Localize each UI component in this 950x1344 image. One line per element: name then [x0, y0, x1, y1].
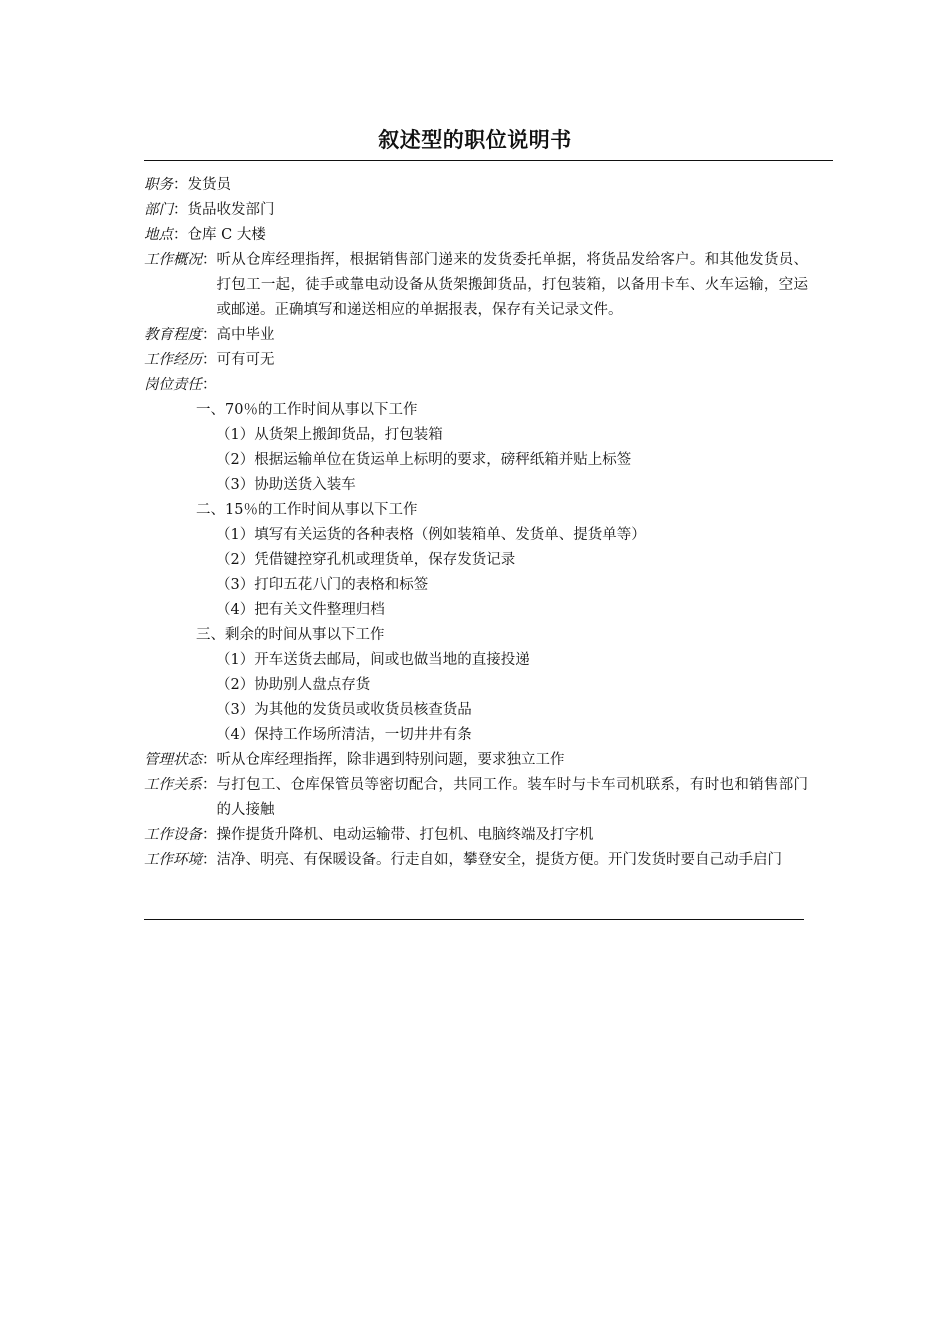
field-value: 发货员 — [187, 177, 231, 193]
field-label: 地点 — [144, 227, 173, 243]
field-value: 听从仓库经理指挥，根据销售部门递来的发货委托单据，将货品发给客户。和其他发货员、打包工一起，徒手或靠电动设备从货架搬卸货品，打包装箱，以备用卡车、火车运输，空运或邮递。正确填写和递送相应的单据报表，保存有关记录文件。 — [216, 252, 808, 318]
field-value: 操作提货升降机、电动运输带、打包机、电脑终端及打字机 — [216, 827, 594, 843]
field-department: 部门： 货品收发部门 — [144, 198, 808, 223]
field-label: 教育程度 — [144, 327, 202, 343]
duty-item: （1）开车送货去邮局，间或也做当地的直接投递 — [216, 652, 530, 668]
field-value: 高中毕业 — [216, 327, 275, 343]
field-label: 工作经历 — [144, 352, 202, 368]
field-label: 工作设备 — [144, 827, 202, 843]
field-location: 地点： 仓库 C 大楼 — [144, 223, 808, 248]
bottom-divider — [144, 919, 804, 920]
duty-item: （3）为其他的发货员或收货员核查货品 — [216, 702, 472, 718]
document-title: 叙述型的职位说明书 — [378, 128, 572, 152]
duty-item: （4）把有关文件整理归档 — [216, 602, 385, 618]
duty-section-heading: 一、70％的工作时间从事以下工作 — [196, 402, 418, 418]
duty-section — [144, 498, 808, 623]
field-duties: 岗位责任： — [144, 377, 217, 393]
field-experience: 工作经历： 可有可无 — [144, 348, 808, 373]
field-label: 岗位责任 — [144, 377, 202, 393]
duty-section-heading: 三、剩余的时间从事以下工作 — [196, 627, 385, 643]
field-value: 洁净、明亮、有保暖设备。行走自如，攀登安全，提货方便。开门发货时要自己动手启门 — [216, 852, 782, 868]
duty-item: （1）从货架上搬卸货品，打包装箱 — [216, 427, 443, 443]
duty-section — [144, 398, 808, 498]
field-relations: 工作关系： 与打包工、仓库保管员等密切配合，共同工作。装车时与卡车司机联系，有时也和销售部门的人接触 — [144, 773, 808, 823]
field-label: 工作环境 — [144, 852, 202, 868]
duty-item: （3）协助送货入装车 — [216, 477, 356, 493]
duty-section-heading: 二、15％的工作时间从事以下工作 — [196, 502, 418, 518]
field-environment: 工作环境： 洁净、明亮、有保暖设备。行走自如，攀登安全，提货方便。开门发货时要自己动手启门 — [144, 848, 808, 873]
duty-item: （1）填写有关运货的各种表格（例如装箱单、发货单、提货单等） — [216, 527, 646, 543]
field-position: 职务： 发货员 — [144, 173, 808, 198]
field-value: 与打包工、仓库保管员等密切配合，共同工作。装车时与卡车司机联系，有时也和销售部门的人接触 — [216, 777, 808, 818]
field-label: 工作关系 — [144, 777, 202, 793]
field-value: 货品收发部门 — [187, 202, 275, 218]
field-label: 工作概况 — [144, 252, 202, 268]
field-label: 管理状态 — [144, 752, 202, 768]
field-label: 部门 — [144, 202, 173, 218]
field-overview: 工作概况： 听从仓库经理指挥，根据销售部门递来的发货委托单据，将货品发给客户。和其他发货员、打包工一起，徒手或靠电动设备从货架搬卸货品，打包装箱，以备用卡车、火车运输，空运或邮递。正确填写和递送相应的单据报表，保存有关记录文件。 — [144, 248, 808, 323]
field-value: 仓库 C 大楼 — [187, 227, 266, 243]
field-management: 管理状态： 听从仓库经理指挥，除非遇到特别问题，要求独立工作 — [144, 748, 808, 773]
duty-item: （2）协助别人盘点存货 — [216, 677, 371, 693]
field-equipment: 工作设备： 操作提货升降机、电动运输带、打包机、电脑终端及打字机 — [144, 823, 808, 848]
duty-item: （2）根据运输单位在货运单上标明的要求，磅秤纸箱并贴上标签 — [216, 452, 632, 468]
field-education: 教育程度： 高中毕业 — [144, 323, 808, 348]
field-label: 职务 — [144, 177, 173, 193]
field-value: 可有可无 — [216, 352, 275, 368]
duty-item: （3）打印五花八门的表格和标签 — [216, 577, 429, 593]
title-divider — [144, 160, 833, 161]
job-description-body — [144, 173, 808, 873]
duty-item: （2）凭借键控穿孔机或理货单，保存发货记录 — [216, 552, 516, 568]
duty-section — [144, 623, 808, 748]
duty-item: （4）保持工作场所清洁，一切井井有条 — [216, 727, 472, 743]
field-value: 听从仓库经理指挥，除非遇到特别问题，要求独立工作 — [216, 752, 565, 768]
